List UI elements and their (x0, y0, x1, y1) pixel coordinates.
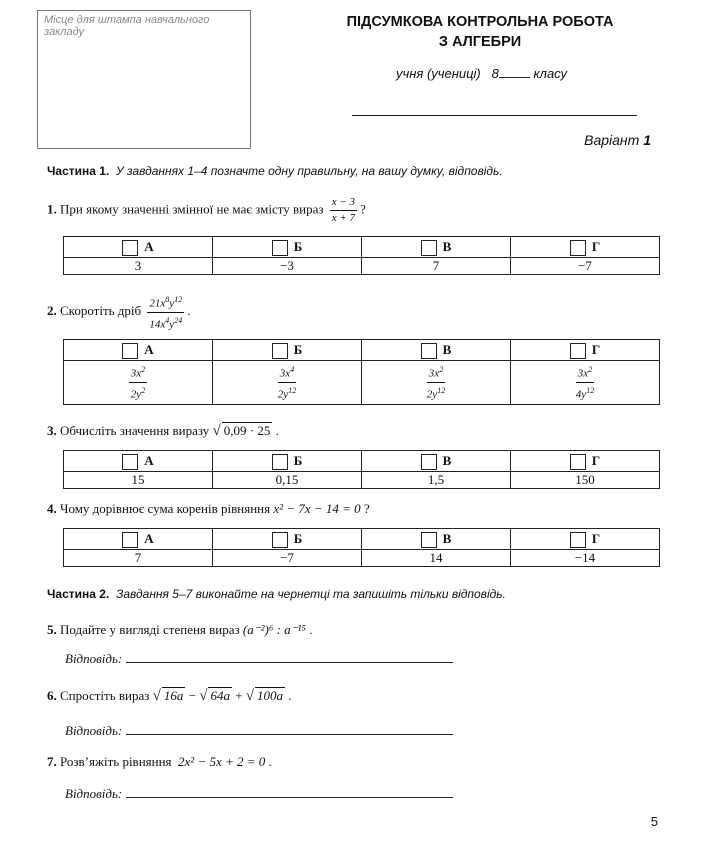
answer-a: 15 (64, 472, 213, 489)
answer-d: −14 (511, 550, 660, 567)
stamp-label: Місце для штампа навчального закладу (44, 14, 210, 38)
part-2-text: Завдання 5–7 виконайте на чернетці та запишіть тільки відповідь. (115, 587, 506, 601)
option-b[interactable] (213, 237, 362, 258)
part-1-label: Частина 1. (47, 164, 110, 178)
question-2-tail: . (187, 303, 191, 319)
checkbox[interactable] (272, 532, 288, 548)
question-5-expression: (a⁻²)⁶ : a⁻¹⁵ (242, 622, 306, 637)
class-letter-blank[interactable] (499, 77, 530, 78)
option-c[interactable] (362, 451, 511, 472)
checkbox[interactable] (570, 532, 586, 548)
question-4-text: Чому дорівнює сума коренів рівняння (60, 501, 271, 516)
checkbox[interactable] (272, 454, 288, 470)
question-7-number: 7. (47, 754, 57, 769)
variant-number: 1 (643, 132, 651, 148)
question-7-answer (65, 786, 453, 802)
question-3-answer-table (63, 450, 660, 489)
question-6-tail: . (288, 688, 292, 703)
part-2-heading (47, 587, 506, 601)
answer-d: $\frac{3x^2}{4y^{12}}$ (511, 361, 660, 405)
radicand: 0,09 · 25 (223, 423, 271, 438)
question-2-text: Скоротіть дріб (60, 303, 142, 319)
question-6-answer (65, 723, 453, 739)
question-7-text: Розв’яжіть рівняння (60, 754, 172, 769)
option-label: Б (293, 342, 303, 358)
sqrt-icon: √ (245, 688, 255, 704)
answer-b: 0,15 (213, 472, 362, 489)
checkbox[interactable] (570, 240, 586, 256)
option-label: Г (591, 239, 601, 255)
student-prefix: учня (учениці) (396, 66, 481, 81)
question-3-number: 3. (47, 423, 57, 438)
sqrt-icon: √ (212, 423, 221, 439)
checkbox[interactable] (122, 240, 138, 256)
question-2-number: 2. (47, 303, 57, 319)
option-c[interactable] (362, 237, 511, 258)
answer-c: $\frac{3x^2}{2y^{12}}$ (362, 361, 511, 405)
option-label: А (144, 239, 154, 255)
checkbox[interactable] (272, 240, 288, 256)
option-d[interactable] (511, 529, 660, 550)
option-c[interactable] (362, 529, 511, 550)
stamp-box (37, 10, 251, 149)
question-7-equation: 2x² − 5x + 2 = 0 (178, 754, 266, 769)
student-class-line (396, 66, 567, 81)
question-2 (47, 293, 190, 331)
option-d[interactable] (511, 340, 660, 361)
checkbox[interactable] (570, 343, 586, 359)
variant-label: Варіант (584, 132, 640, 148)
title-line-2: З АЛГЕБРИ (438, 34, 522, 50)
question-7-tail: . (268, 754, 272, 769)
answer-b: −7 (213, 550, 362, 567)
question-6: 6. Спростіть вираз √ 16a − √ 64a + √ 100a . (47, 688, 292, 704)
option-label: Г (591, 342, 601, 358)
option-a[interactable] (64, 529, 213, 550)
option-d[interactable] (511, 451, 660, 472)
grade: 8 (491, 66, 499, 81)
question-1-number: 1. (47, 201, 57, 217)
option-label: А (144, 342, 154, 358)
option-c[interactable] (362, 340, 511, 361)
option-b[interactable] (213, 451, 362, 472)
question-4-answer-table (63, 528, 660, 567)
question-1-answer-table (63, 236, 660, 275)
answer-c: 14 (362, 550, 511, 567)
question-3-tail: . (275, 423, 279, 438)
checkbox[interactable] (272, 343, 288, 359)
option-label: Г (591, 531, 601, 547)
part-1-text: У завданнях 1–4 позначте одну правильну, на вашу думку, відповідь. (115, 164, 503, 178)
checkbox[interactable] (122, 454, 138, 470)
answer-label: Відповідь: (65, 651, 123, 666)
answer-line[interactable] (126, 734, 453, 735)
question-4 (47, 501, 370, 517)
class-suffix: класу (533, 66, 568, 81)
question-2-fraction: $\frac{21x^8y^{12}}{14x^4y^{24}}$ (149, 295, 183, 331)
answer-d: 150 (511, 472, 660, 489)
answer-a: $\frac{3x^2}{2y^2}$ (64, 361, 213, 405)
answer-label: Відповідь: (65, 723, 123, 738)
answer-b: $\frac{3x^4}{2y^{12}}$ (213, 361, 362, 405)
answer-c: 7 (362, 258, 511, 275)
sqrt-icon: √ (152, 688, 161, 704)
checkbox[interactable] (421, 240, 437, 256)
option-label: Б (293, 531, 303, 547)
question-5-answer (65, 651, 453, 667)
checkbox[interactable] (570, 454, 586, 470)
question-6-number: 6. (47, 688, 57, 703)
question-7 (47, 754, 272, 770)
question-1-text: При якому значенні змінної не має змісту вираз (60, 201, 324, 217)
question-5-tail: . (309, 622, 313, 637)
answer-line[interactable] (126, 662, 453, 663)
option-label: В (442, 531, 452, 547)
question-3 (47, 422, 279, 440)
answer-c: 1,5 (362, 472, 511, 489)
question-4-number: 4. (47, 501, 57, 516)
question-6-text: Спростіть вираз (60, 688, 150, 703)
question-3-text: Обчисліть значення виразу (60, 423, 210, 438)
question-5-text: Подайте у вигляді степеня вираз (60, 622, 240, 637)
fraction-denominator: x + 7 (331, 212, 356, 224)
option-label: В (442, 453, 452, 469)
checkbox[interactable] (421, 454, 437, 470)
question-2-answer-table (63, 339, 660, 405)
answer-label: Відповідь: (65, 786, 123, 801)
title-line-1: ПІДСУМКОВА КОНТРОЛЬНА РОБОТА (346, 14, 614, 30)
option-a[interactable] (64, 237, 213, 258)
answer-b: −3 (213, 258, 362, 275)
option-label: В (442, 342, 452, 358)
part-2-label: Частина 2. (47, 587, 110, 601)
radicand-1: 16a (163, 688, 184, 703)
question-1-tail: ? (360, 201, 366, 217)
part-1-heading (47, 164, 503, 178)
page-number: 5 (650, 814, 658, 829)
checkbox[interactable] (421, 343, 437, 359)
option-b[interactable] (213, 529, 362, 550)
option-label: А (144, 453, 154, 469)
answer-a: 7 (64, 550, 213, 567)
answer-line[interactable] (126, 797, 453, 798)
option-label: В (442, 239, 452, 255)
option-label: А (144, 531, 154, 547)
question-5-number: 5. (47, 622, 57, 637)
answer-a: 3 (64, 258, 213, 275)
question-4-equation: x² − 7x − 14 = 0 (273, 501, 361, 516)
option-label: Б (293, 239, 303, 255)
sqrt-icon: √ (199, 688, 208, 704)
checkbox[interactable] (122, 532, 138, 548)
checkbox[interactable] (421, 532, 437, 548)
answer-d: −7 (511, 258, 660, 275)
variant (584, 132, 651, 148)
question-4-tail: ? (363, 501, 370, 516)
option-d[interactable] (511, 237, 660, 258)
question-1-fraction (330, 196, 357, 225)
radicand-3: 100a (257, 688, 284, 703)
option-b[interactable] (213, 340, 362, 361)
checkbox[interactable] (122, 343, 138, 359)
option-a[interactable] (64, 340, 213, 361)
student-name-line[interactable] (352, 115, 637, 116)
fraction-numerator: x − 3 (330, 196, 357, 211)
option-a[interactable] (64, 451, 213, 472)
option-label: Б (293, 453, 303, 469)
question-1 (47, 196, 366, 225)
radicand-2: 64a (210, 688, 230, 703)
option-label: Г (591, 453, 601, 469)
question-5 (47, 622, 312, 638)
